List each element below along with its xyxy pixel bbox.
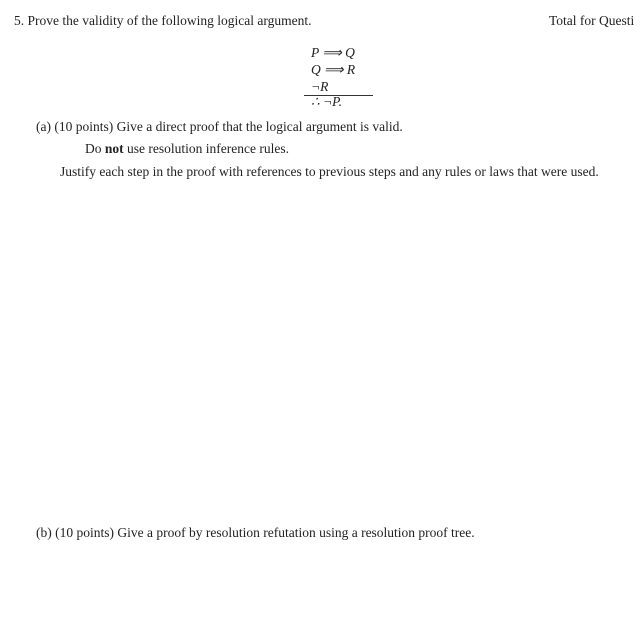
note-pre: Do	[85, 141, 102, 156]
premise-3: ¬R	[311, 79, 329, 94]
question-number: 5.	[14, 13, 25, 28]
part-b-label: (b)	[36, 525, 52, 540]
premise-1: P ⟹ Q	[311, 45, 355, 60]
part-a-justify: Justify each step in the proof with references to previous steps and any rules or laws that were used.	[60, 164, 599, 179]
part-a-heading	[36, 119, 403, 135]
part-b-points: (10 points)	[55, 525, 114, 540]
question-prompt: Prove the validity of the following logical argument.	[27, 13, 312, 28]
note-post: use resolution inference rules.	[127, 141, 289, 156]
premise-2: Q ⟹ R	[311, 62, 356, 77]
note-bold: not	[104, 141, 124, 156]
part-a-points: (10 points)	[54, 119, 114, 134]
part-b-text: Give a proof by resolution refutation using a resolution proof tree.	[117, 525, 475, 540]
part-a-text: Give a direct proof that the logical argument is valid.	[116, 119, 403, 134]
part-b-heading	[36, 525, 475, 541]
conclusion: ∴ ¬P.	[311, 94, 342, 109]
part-a-label: (a)	[36, 119, 51, 134]
question-total: Total for Questi	[549, 13, 635, 28]
part-a-note	[85, 141, 289, 157]
question-heading	[14, 13, 311, 29]
